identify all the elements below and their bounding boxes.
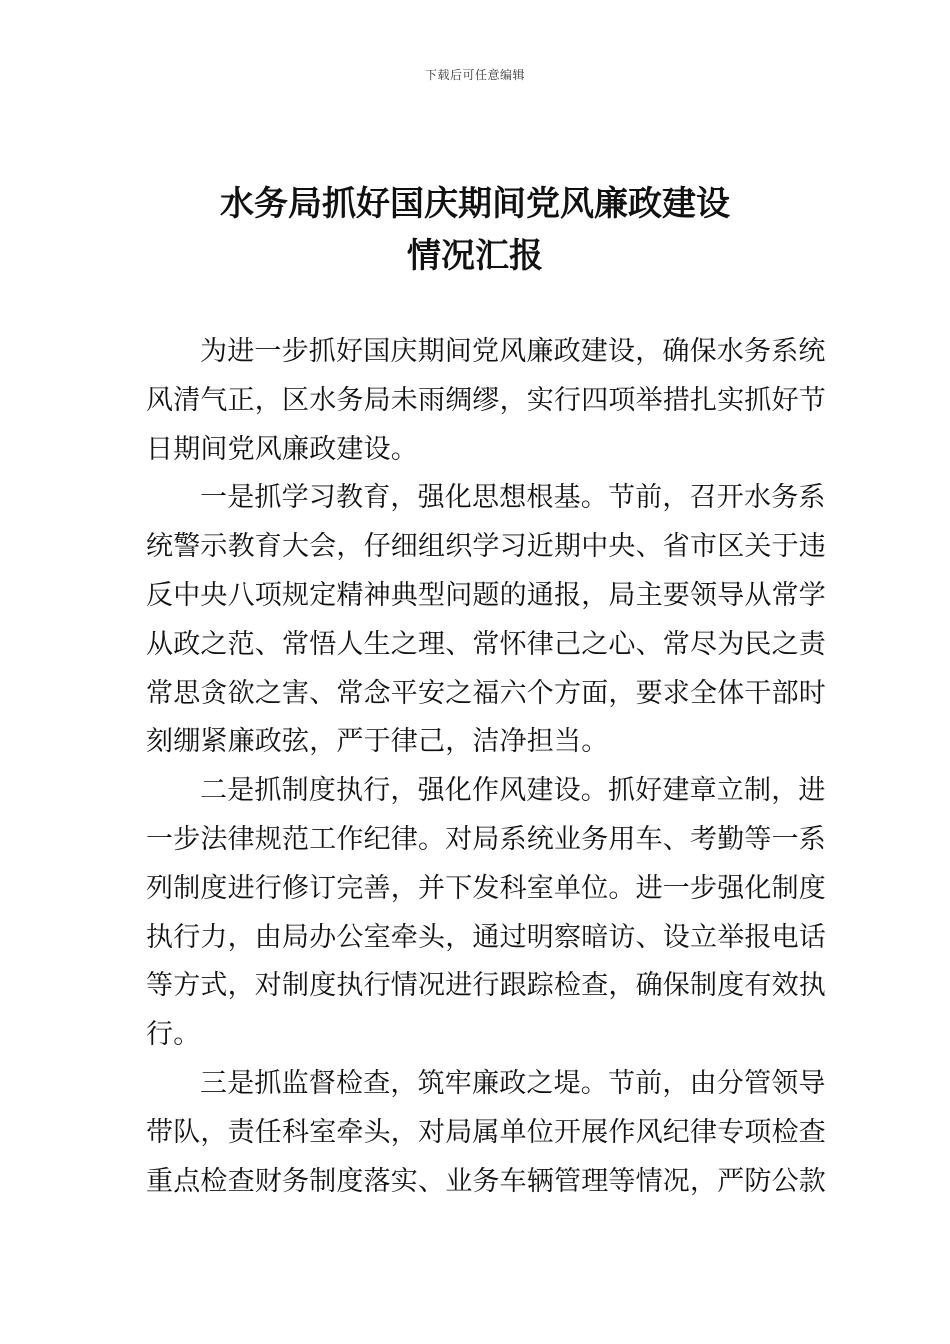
document-title [0, 178, 950, 282]
paragraph-1 [146, 328, 826, 474]
paragraph-line: 一是抓学习教育，强化思想根基。节前，召开水务系 [200, 482, 826, 514]
paragraph-line: 行。 [146, 1019, 201, 1051]
paragraph-line: 从政之范、常悟人生之理、常怀律己之心、常尽为民之责 [146, 628, 826, 660]
paragraph-line: 为进一步抓好国庆期间党风廉政建设，确保水务系统 [200, 336, 826, 367]
paragraph-line: 等方式，对制度执行情况进行跟踪检查，确保制度有效执 [146, 970, 826, 1002]
paragraph-line: 反中央八项规定精神典型问题的通报，局主要领导从常学 [146, 579, 826, 611]
paragraph-line: 风清气正，区水务局未雨绸缪，实行四项举措扎实抓好节 [146, 384, 826, 416]
paragraph-line: 列制度进行修订完善，并下发科室单位。进一步强化制度 [146, 872, 826, 904]
title-line-2: 情况汇报 [407, 236, 543, 276]
paragraph-line: 二是抓制度执行，强化作风建设。抓好建章立制，进 [200, 775, 826, 807]
paragraph-4 [146, 1060, 826, 1206]
header-note: 下载后可任意编辑 [424, 68, 525, 82]
paragraph-2 [146, 474, 826, 767]
paragraph-line: 一步法律规范工作纪律。对局系统业务用车、考勤等一系 [146, 823, 826, 855]
paragraph-line: 统警示教育大会，仔细组织学习近期中央、省市区关于违 [146, 531, 826, 563]
paragraph-3 [146, 767, 826, 1060]
paragraph-line: 重点检查财务制度落实、业务车辆管理等情况，严防公款 [146, 1165, 826, 1197]
paragraph-line: 带队，责任科室牵头，对局属单位开展作风纪律专项检查 [146, 1116, 826, 1148]
document-body [146, 328, 826, 1206]
paragraph-line: 三是抓监督检查，筑牢廉政之堤。节前，由分管领导 [200, 1067, 826, 1099]
paragraph-line: 刻绷紧廉政弦，严于律己，洁净担当。 [146, 726, 609, 758]
paragraph-line: 执行力，由局办公室牵头，通过明察暗访、设立举报电话 [146, 921, 826, 953]
paragraph-line: 常思贪欲之害、常念平安之福六个方面，要求全体干部时 [146, 677, 826, 709]
paragraph-line: 日期间党风廉政建设。 [146, 433, 418, 465]
title-line-1: 水务局抓好国庆期间党风廉政建设 [220, 184, 730, 224]
